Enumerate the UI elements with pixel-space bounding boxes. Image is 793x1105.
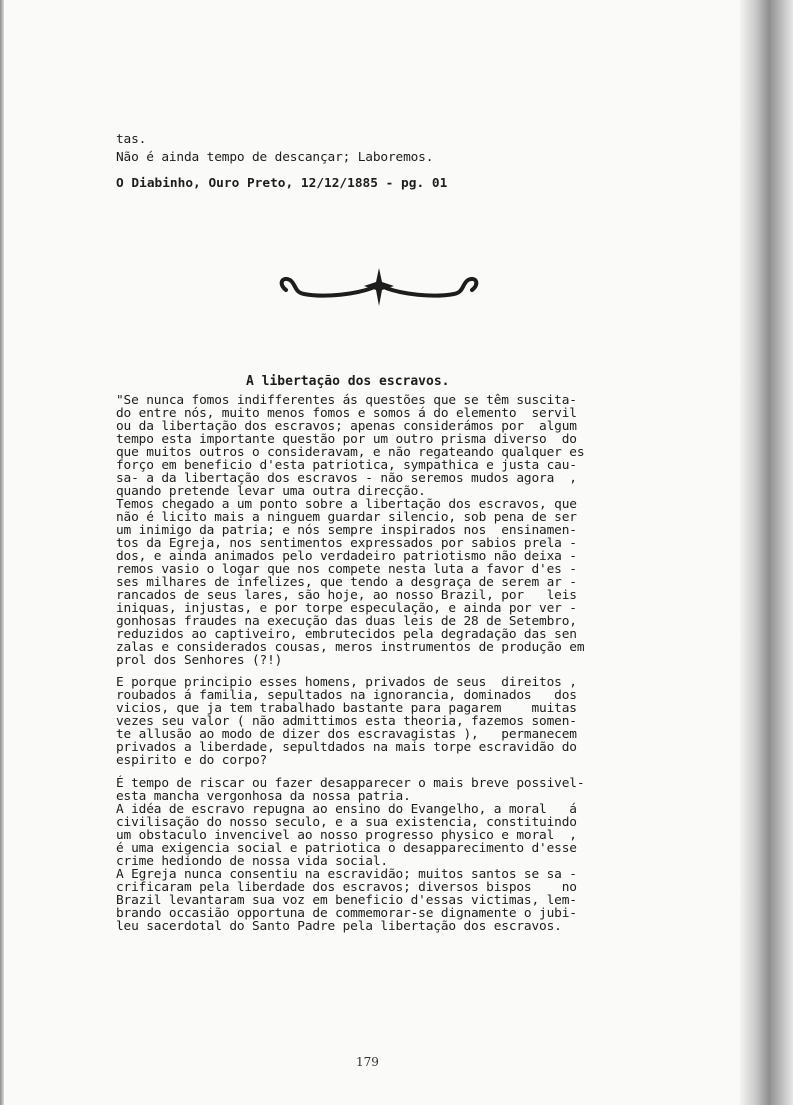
text-line: espirito e do corpo? — [116, 753, 268, 768]
ornament-divider-icon — [276, 262, 482, 312]
intro-line-2: Não é ainda tempo de descançar; Laboremos. — [116, 150, 434, 165]
text-line: crificaram pela liberdade dos escravos; diversos bispos no — [116, 880, 577, 895]
text-line: do entre nós, muito menos fomos e somos á do elemento servil — [116, 406, 577, 421]
text-line: vezes seu valor ( não admittimos esta theoria, fazemos somen- — [116, 714, 577, 729]
article-title: A libertação dos escravos. — [246, 374, 450, 389]
text-line: crime hediondo de nossa vida social. — [116, 854, 388, 869]
text-line: "Se nunca fomos indifferentes ás questões que se têm suscita- — [116, 393, 577, 408]
text-line: sa- a da libertação dos escravos - não seremos mudos agora , — [116, 471, 577, 486]
page-left-edge-shadow — [0, 0, 4, 1105]
text-line: tempo esta importante questão por um outro prisma diverso do — [116, 432, 577, 447]
text-line: zalas e considerados cousas, meros instrumentos de produção em — [116, 640, 585, 655]
text-line: tos da Egreja, nos sentimentos expressados por sabios prela - — [116, 536, 577, 551]
text-line: não é licito mais a ninguem guardar silencio, sob pena de ser — [116, 510, 577, 525]
text-line: ses milhares de infelizes, que tendo a desgraça de serem ar - — [116, 575, 577, 590]
text-line: esta mancha vergonhosa da nossa patria. — [116, 789, 411, 804]
text-line: privados a liberdade, sepultdados na mais torpe escravidão do — [116, 740, 577, 755]
text-line: é uma exigencia social e patriotica o desapparecimento d'esse — [116, 841, 577, 856]
text-line: prol dos Senhores (?!) — [116, 653, 283, 668]
text-line: brando occasião opportuna de commemorar-se dignamente o jubi- — [116, 906, 577, 921]
text-line: te allusão ao modo de dizer dos escravagistas ), permanecem — [116, 727, 577, 742]
text-line: gonhosas fraudes na execução das duas leis de 28 de Setembro, — [116, 614, 577, 629]
text-line: reduzidos ao captiveiro, embrutecidos pela degradação das sen — [116, 627, 577, 642]
text-line: A idéa de escravo repugna ao ensino do Evangelho, a moral á — [116, 802, 577, 817]
text-line: dos, e ainda animados pelo verdadeiro patriotismo não deixa - — [116, 549, 577, 564]
text-line: A Egreja nunca consentiu na escravidão; muitos santos se sa - — [116, 867, 577, 882]
text-line: um inimigo da patria; e nós sempre inspirados nos ensinamen- — [116, 523, 577, 538]
text-line: um obstaculo invencivel ao nosso progresso physico e moral , — [116, 828, 577, 843]
text-line: quando pretende levar uma outra direcção. — [116, 484, 426, 499]
text-line: iniquas, injustas, e por torpe especulação, e ainda por ver - — [116, 601, 577, 616]
text-line: E porque principio esses homens, privados de seus direitos , — [116, 675, 577, 690]
page-right-edge-shadow — [740, 0, 793, 1105]
text-line: rancados de seus lares, são hoje, ao nosso Brazil, por leis — [116, 588, 577, 603]
source-citation: O Diabinho, Ouro Preto, 12/12/1885 - pg. 01 — [116, 176, 448, 191]
text-line: vicios, que ja tem trabalhado bastante para pagarem muitas — [116, 701, 577, 716]
text-line: leu sacerdotal do Santo Padre pela libertação dos escravos. — [116, 919, 562, 934]
text-line: roubados á familia, sepultados na ignorancia, dominados dos — [116, 688, 577, 703]
page-number: 179 — [356, 1055, 379, 1069]
text-line: ou da libertação dos escravos; apenas considerámos por algum — [116, 419, 577, 434]
text-line: Temos chegado a um ponto sobre a libertação dos escravos, que — [116, 497, 577, 512]
text-line: que muitos outros o consideravam, e não regateando qualquer es — [116, 445, 585, 460]
text-line: Brazil levantaram sua voz em beneficio d'essas victimas, lem- — [116, 893, 577, 908]
text-line: civilisação do nosso seculo, e a sua existencia, constituindo — [116, 815, 577, 830]
text-line: forço em beneficio d'esta patriotica, sympathica e justa cau- — [116, 458, 577, 473]
text-line: remos vasio o logar que nos compete nesta luta a favor d'es - — [116, 562, 577, 577]
intro-line-1: tas. — [116, 132, 147, 147]
text-line: É tempo de riscar ou fazer desapparecer o mais breve possivel- — [116, 776, 585, 791]
